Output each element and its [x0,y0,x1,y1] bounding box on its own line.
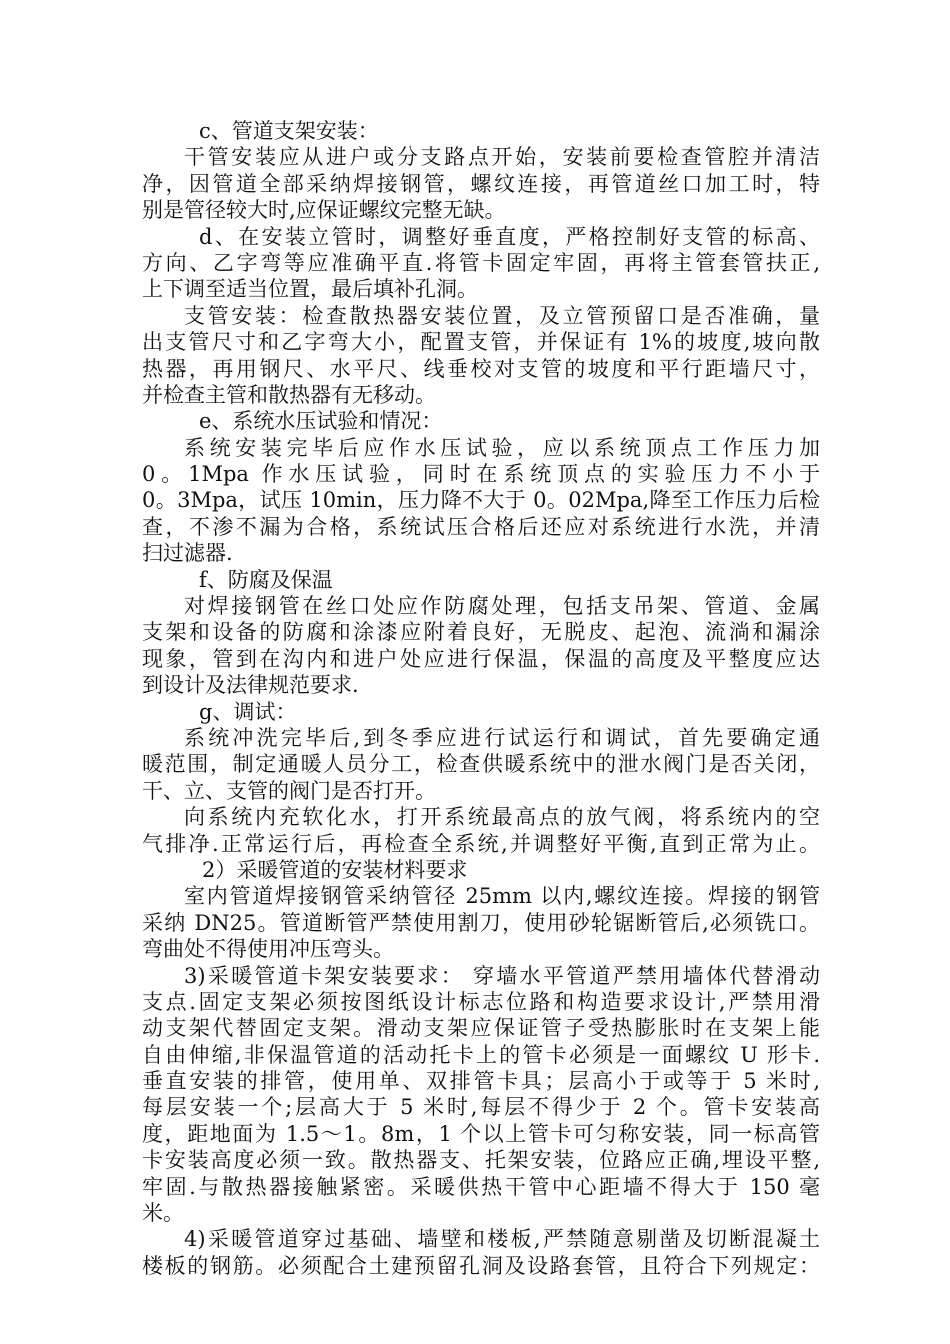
text-line: e、系统水压试验和情况： [199,409,443,434]
text-line: 支架和设备的防腐和涂漆应附着良好，无脱皮、起泡、流淌和漏涂 [142,620,820,645]
text-line: 到设计及法律规范要求. [142,673,359,698]
text-line: f、防腐及保温 [199,567,333,592]
text-line: 支管安装：检查散热器安装位置，及立管预留口是否准确，量 [184,303,820,328]
text-line: 4)采暖管道穿过基础、墙壁和楼板,严禁随意剔凿及切断混凝土 [184,1227,820,1252]
text-line: 暖范围，制定通暖人员分工，检查供暖系统中的泄水阀门是否关闭， [142,752,820,777]
text-line: 牢固.与散热器接触紧密。采暖供热干管中心距墙不得大于 150 毫 [142,1174,820,1199]
text-line: 楼板的钢筋。必须配合土建预留孔洞及设路套管，且符合下列规定： [142,1253,820,1278]
text-line: 度，距地面为 1.5～1。8m，1 个以上管卡可匀称安装，同一标高管 [142,1121,820,1146]
text-line: 室内管道焊接钢管采纳管径 25mm 以内,螺纹连接。焊接的钢管 [184,884,820,909]
text-line: 米。 [142,1201,184,1226]
text-line: 3)采暖管道卡架安装要求： 穿墙水平管道严禁用墙体代替滑动 [184,963,820,988]
text-line: 干管安装应从进户或分支路点开始，安装前要检查管腔并清洁 [184,145,820,170]
text-line: 0。3Mpa，试压 10min，压力降不大于 0。02Mpa,降至工作压力后检 [142,488,820,513]
text-line: 采纳 DN25。管道断管严禁使用割刀，使用砂轮锯断管后,必须铣口。 [142,910,820,935]
text-line: 净，因管道全部采纳焊接钢管，螺纹连接，再管道丝口加工时，特 [142,171,820,196]
text-line: 向系统内充软化水，打开系统最高点的放气阀，将系统内的空 [184,805,820,830]
text-line: 别是管径较大时,应保证螺纹完整无缺。 [142,198,506,223]
text-line: 上下调至适当位置，最后填补孔洞。 [142,277,478,302]
text-line: g、调试： [199,699,297,724]
text-line: d、在安装立管时，调整好垂直度，严格控制好支管的标高、 [199,224,820,249]
text-line: 系统安装完毕后应作水压试验，应以系统顶点工作压力加 [184,435,820,460]
text-line: 并检查主管和散热器有无移动。 [142,382,436,407]
text-line: 系统冲洗完毕后,到冬季应进行试运行和调试，首先要确定通 [184,725,820,750]
text-line: 弯曲处不得使用冲压弯头。 [142,937,394,962]
text-line: 出支管尺寸和乙字弯大小，配置支管，并保证有 1%的坡度,坡向散 [142,330,820,355]
text-line: 自由伸缩,非保温管道的活动托卡上的管卡必须是一面螺纹 U 形卡. [142,1042,820,1067]
text-line: 每层安装一个;层高大于 5 米时,每层不得少于 2 个。管卡安装高 [142,1095,820,1120]
text-line: 查，不渗不漏为合格，系统试压合格后还应对系统进行水洗，并清 [142,514,820,539]
text-line: c、管道支架安装： [199,119,379,143]
text-line: 支点.固定支架必须按图纸设计标志位路和构造要求设计,严禁用滑 [142,989,820,1014]
text-line: 卡安装高度必须一致。散热器支、托架安装，位路应正确,埋设平整, [142,1148,820,1173]
text-line: 干、立、支管的阀门是否打开。 [142,778,436,803]
text-line: 对焊接钢管在丝口处应作防腐处理，包括支吊架、管道、金属 [184,594,820,619]
text-line: 动支架代替固定支架。滑动支架应保证管子受热膨胀时在支架上能 [142,1016,820,1041]
text-line: 垂直安装的排管，使用单、双排管卡具；层高小于或等于 5 米时, [142,1069,820,1094]
text-line: 热器，再用钢尺、水平尺、线垂校对支管的坡度和平行距墙尺寸， [142,356,820,381]
text-line: 现象，管到在沟内和进户处应进行保温，保温的高度及平整度应达 [142,646,820,671]
text-line: 方向、乙字弯等应准确平直.将管卡固定牢固，再将主管套管扶正, [142,250,820,275]
text-line: 扫过滤器. [142,541,233,566]
text-line: 0。1Mpa 作水压试验，同时在系统顶点的实验压力不小于 [142,462,820,487]
text-line: 2）采暖管道的安装材料要求 [202,857,468,882]
document-body [142,118,820,1279]
text-line: 气排净.正常运行后，再检查全系统,并调整好平衡,直到正常为止。 [142,831,820,856]
